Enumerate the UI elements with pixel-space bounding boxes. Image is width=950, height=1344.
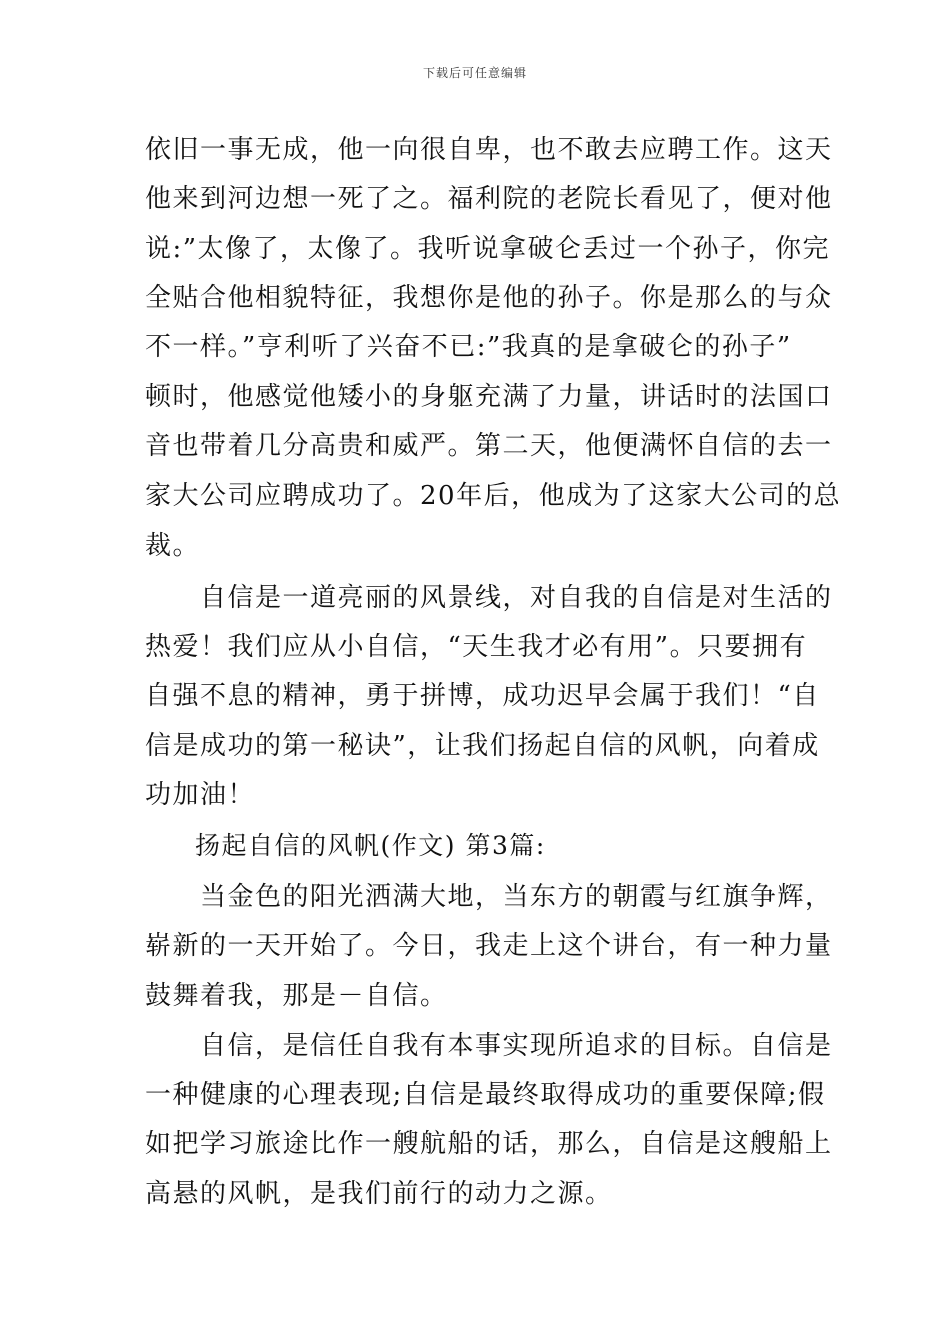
text-line: 热爱！我们应从小自信，“天生我才必有用”。只要拥有: [145, 632, 808, 662]
text-line: 如把学习旅途比作一艘航船的话，那么，自信是这艘船上: [145, 1129, 833, 1159]
section-heading: 扬起自信的风帆(作文) 第3篇:: [195, 831, 546, 860]
text-line: 他来到河边想一死了之。福利院的老院长看见了，便对他: [145, 184, 833, 214]
text-line: 当金色的阳光洒满大地，当东方的朝霞与红旗争辉，: [200, 882, 833, 912]
text-line: 信是成功的第一秘诀”，让我们扬起自信的风帆，向着成: [145, 731, 820, 761]
text-line: 自强不息的精神，勇于拼博，成功迟早会属于我们！“自: [145, 681, 820, 711]
text-line: 全贴合他相貌特征，我想你是他的孙子。你是那么的与众: [145, 283, 833, 313]
text-line: 家大公司应聘成功了。20年后，他成为了这家大公司的总: [145, 481, 842, 511]
text-line: 说:”太像了，太像了。我听说拿破仑丢过一个孙子，你完: [145, 234, 831, 264]
text-line: 功加油！: [145, 780, 256, 810]
page-header: 下载后可任意编辑: [422, 66, 527, 80]
text-line: 一种健康的心理表现;自信是最终取得成功的重要保障;假: [145, 1080, 826, 1110]
text-line: 鼓舞着我，那是－自信。: [145, 981, 448, 1011]
text-line: 不一样。”亨利听了兴奋不已:”我真的是拿破仑的孙子”: [145, 332, 792, 362]
text-line: 自信是一道亮丽的风景线，对自我的自信是对生活的: [200, 583, 833, 613]
text-line: 高悬的风帆，是我们前行的动力之源。: [145, 1179, 613, 1209]
text-line: 崭新的一天开始了。今日，我走上这个讲台，有一种力量: [145, 931, 833, 961]
text-line: 音也带着几分高贵和威严。第二天，他便满怀自信的去一: [145, 431, 833, 461]
text-line: 裁。: [145, 531, 201, 561]
text-line: 自信，是信任自我有本事实现所追求的目标。自信是: [200, 1031, 833, 1061]
text-line: 依旧一事无成，他一向很自卑，也不敢去应聘工作。这天: [145, 135, 833, 165]
text-line: 顿时，他感觉他矮小的身躯充满了力量，讲话时的法国口: [145, 382, 833, 412]
